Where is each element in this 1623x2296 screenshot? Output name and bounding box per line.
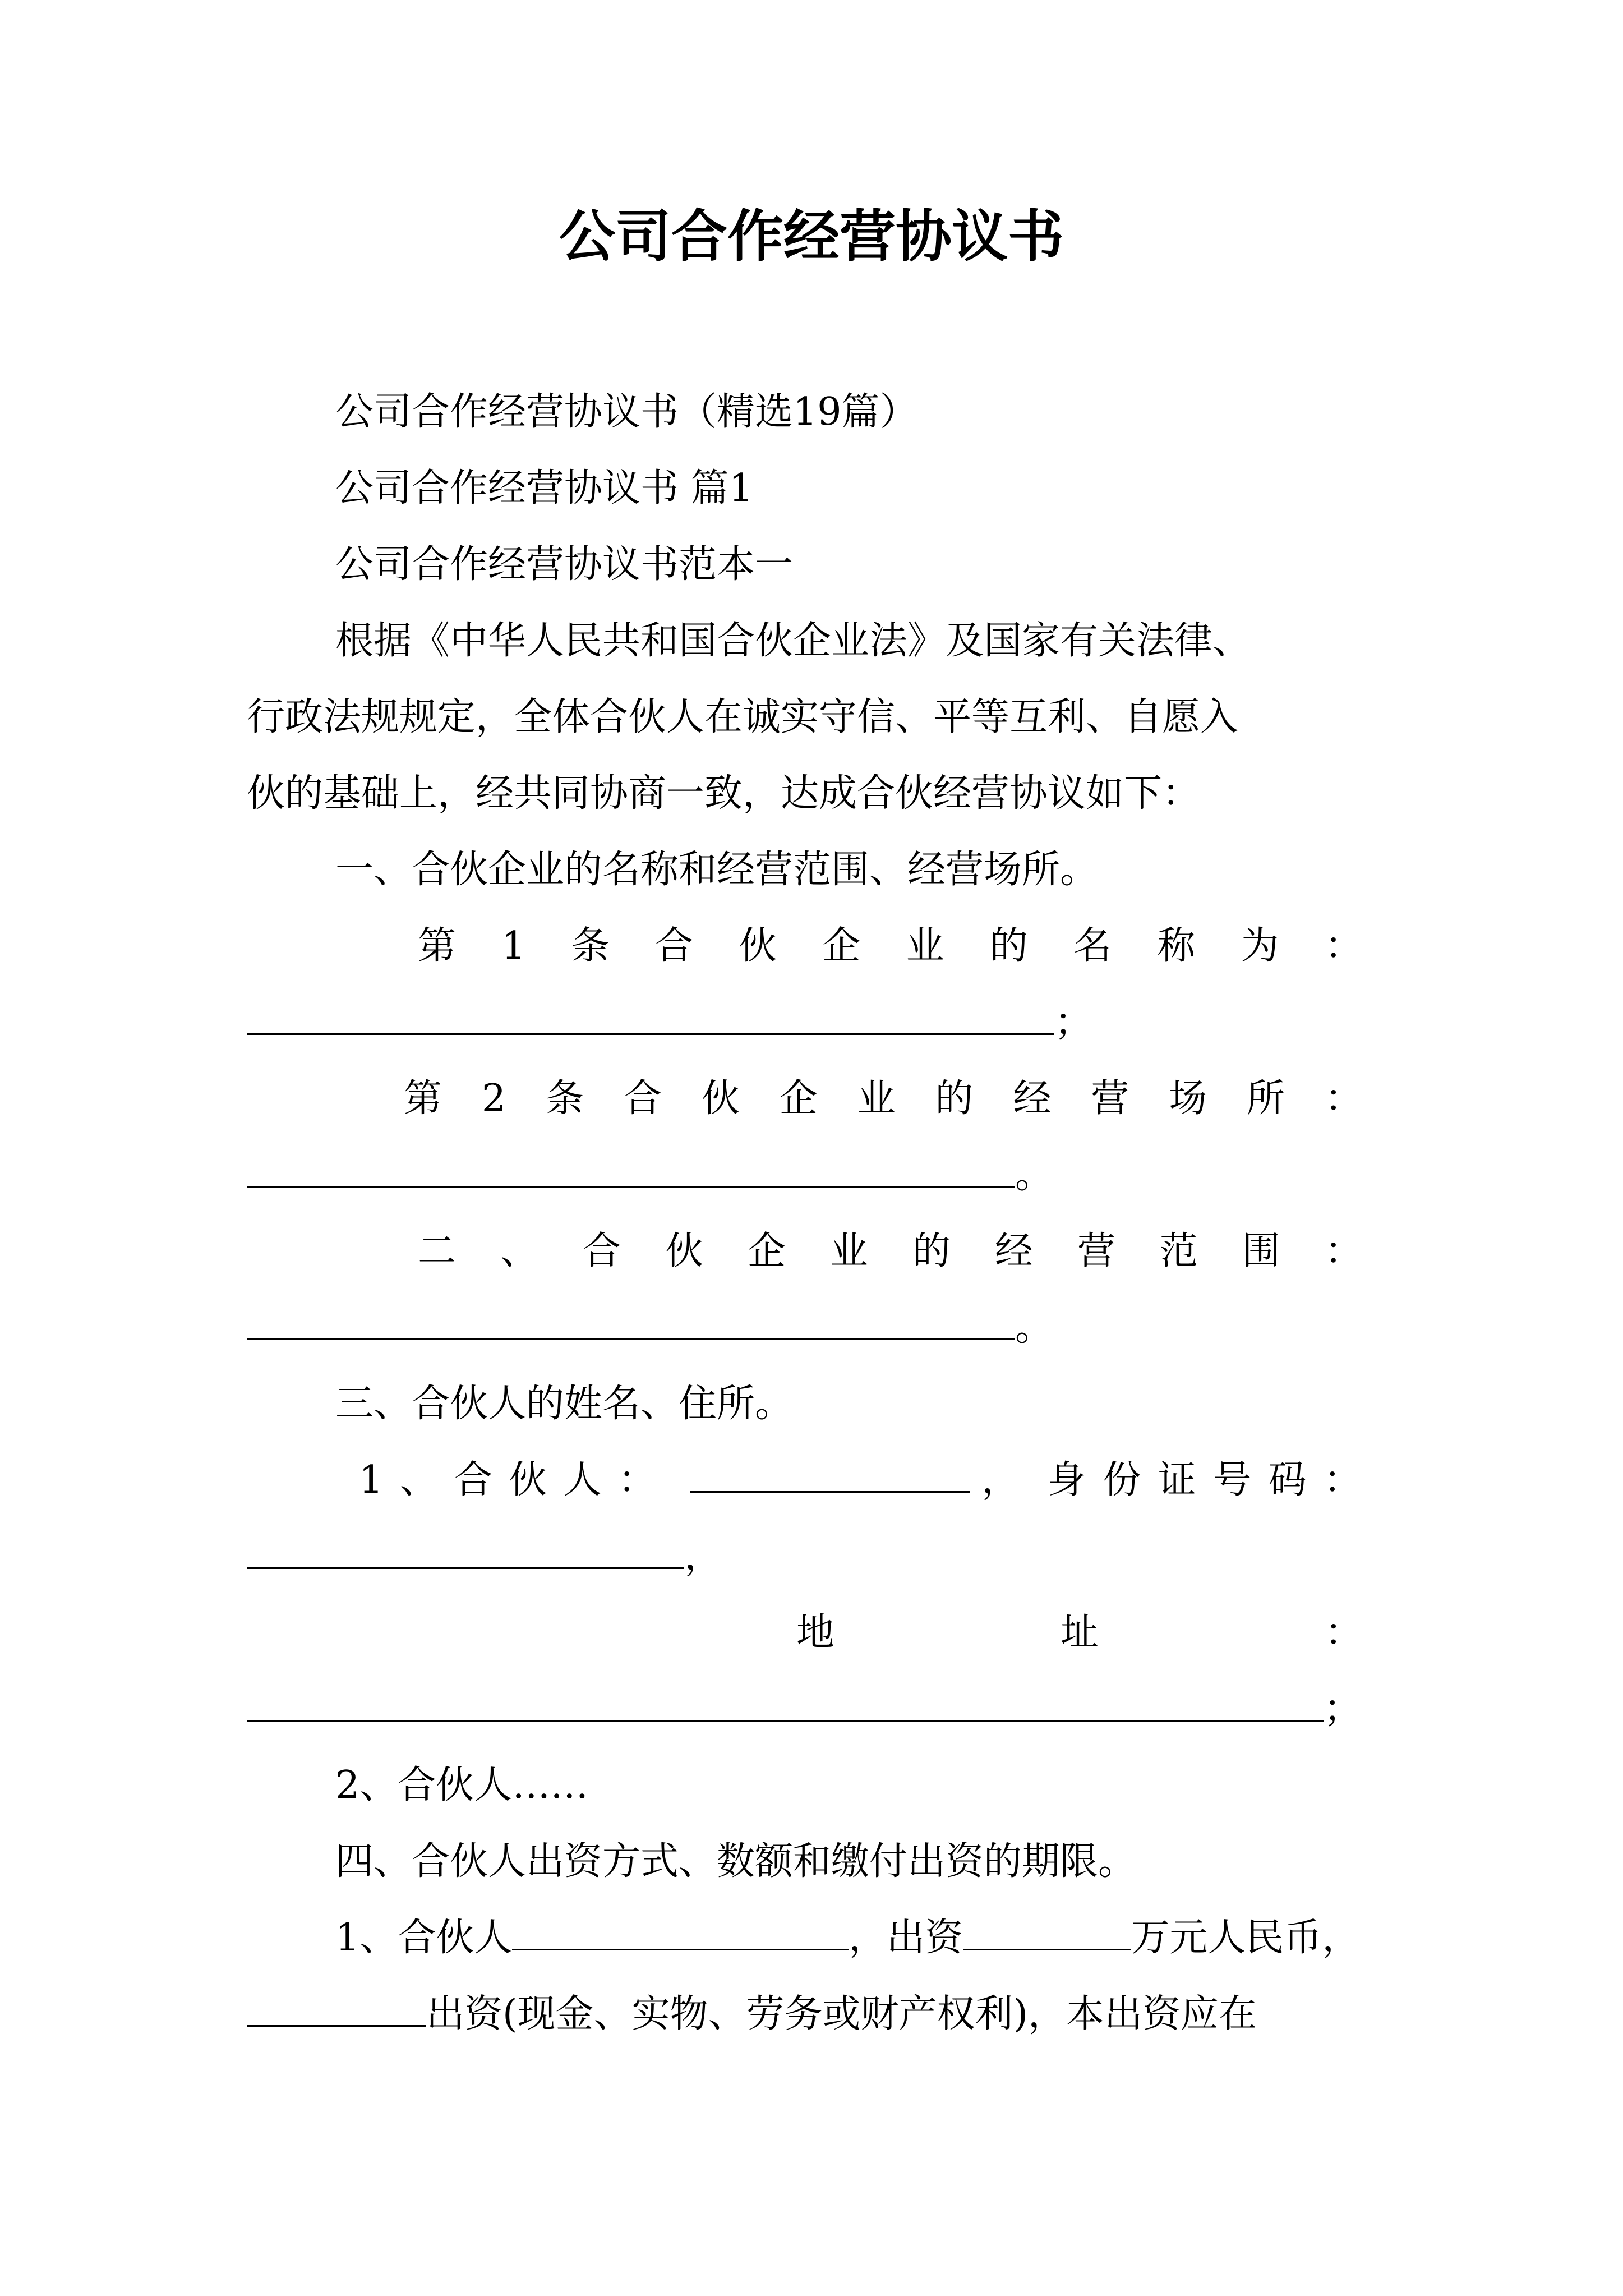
- article1-fill-line: [247, 997, 1092, 1048]
- address-char: ：: [1324, 1611, 1363, 1655]
- section4-heading: 四、合伙人出资方式、数额和缴付出资的期限。: [335, 1839, 1137, 1884]
- article1-char: 称: [1157, 924, 1196, 968]
- section2-char: 企: [747, 1229, 786, 1273]
- partner1-address-fill-line: [247, 1684, 1362, 1734]
- section2-char: 的: [912, 1229, 951, 1273]
- article2-char: 伙: [701, 1076, 740, 1121]
- article1-label: [418, 921, 1363, 972]
- partner1-prefix-char: 合: [454, 1458, 492, 1502]
- section3-heading: 三、合伙人的姓名、住所。: [335, 1382, 794, 1426]
- section1-heading: 一、合伙企业的名称和经营范围、经营场所。: [335, 848, 1099, 892]
- article2-char: 场: [1169, 1076, 1207, 1121]
- preamble-line-1: 根据《中华人民共和国合伙企业法》及国家有关法律、: [335, 619, 1251, 663]
- article1-char: 为: [1241, 924, 1279, 968]
- article1-char: 合: [654, 924, 693, 968]
- contribution-amount-blank: [963, 1915, 1131, 1950]
- partner1-prefix-char: 1: [359, 1458, 384, 1502]
- article2-label: [404, 1074, 1363, 1124]
- article2-blank: [247, 1152, 1015, 1188]
- article2-end: 。: [1015, 1153, 1054, 1197]
- section2-char: 范: [1159, 1229, 1198, 1273]
- contribution-part3: 万元人民币，: [1131, 1916, 1361, 1960]
- partner1-id-char: 证: [1158, 1458, 1196, 1502]
- article2-char: 企: [779, 1076, 818, 1121]
- contribution-partner-blank: [512, 1915, 849, 1950]
- partner1-id-char: ：: [1323, 1458, 1362, 1502]
- contribution-part1: 1、合伙人: [335, 1916, 513, 1960]
- partner1-id-blank: [247, 1534, 684, 1569]
- contribution-part4: 出资(现金、实物、劳务或财产权利)，本出资应在: [426, 1992, 1257, 2036]
- preamble-line-2: 行政法规规定，全体合伙人在诚实守信、平等互利、自愿入: [247, 695, 1239, 739]
- partner1-address-label: [796, 1608, 1363, 1658]
- partner1-prefix-char: 、: [399, 1458, 438, 1502]
- section2-char: 、: [500, 1229, 538, 1273]
- article2-char: 2: [481, 1076, 506, 1121]
- partner1-line: [359, 1455, 1363, 1506]
- partner1-id-char: 份: [1103, 1458, 1141, 1502]
- article2-char: 第: [404, 1076, 442, 1121]
- contribution-line-2: [247, 1989, 1257, 2040]
- partner1-address-blank: [247, 1686, 1324, 1722]
- section2-end: 。: [1015, 1305, 1054, 1350]
- section2-char: 业: [829, 1229, 868, 1273]
- partner1-prefix: [359, 1455, 656, 1506]
- section2-char: 营: [1077, 1229, 1115, 1273]
- document-title: 公司合作经营协议书: [559, 204, 1064, 269]
- article1-char: 的: [989, 924, 1028, 968]
- partner1-id-fill-line: [247, 1531, 722, 1582]
- partner1-id-char: 号: [1213, 1458, 1252, 1502]
- section2-char: 二: [418, 1229, 457, 1273]
- partner1-id-end: ，: [684, 1534, 723, 1579]
- article1-char: 条: [571, 924, 610, 968]
- article2-char: 业: [857, 1076, 896, 1121]
- section2-char: ：: [1324, 1229, 1363, 1273]
- article1-char: ：: [1324, 924, 1363, 968]
- section2-blank: [247, 1305, 1015, 1340]
- partner1-prefix-char: 伙: [509, 1458, 547, 1502]
- contribution-part2: ，出资: [849, 1916, 963, 1960]
- article2-char: 经: [1013, 1076, 1052, 1121]
- article2-char: 所: [1247, 1076, 1285, 1121]
- section2-char: 合: [582, 1229, 621, 1273]
- article1-char: 第: [418, 924, 457, 968]
- section2-char: 围: [1242, 1229, 1280, 1273]
- article2-fill-line: [247, 1150, 1053, 1200]
- preamble-line-3: 伙的基础上，经共同协商一致，达成合伙经营协议如下：: [247, 771, 1201, 816]
- partner2-line: 2、合伙人……: [335, 1763, 589, 1807]
- sample-heading: 公司合作经营协议书范本一: [335, 542, 794, 587]
- article2-char: 条: [546, 1076, 584, 1121]
- section2-char: 伙: [665, 1229, 703, 1273]
- partner1-prefix-char: ：: [617, 1458, 656, 1502]
- partner1-id-char: 码: [1268, 1458, 1307, 1502]
- article1-char: 企: [822, 924, 861, 968]
- section2-label: [418, 1226, 1363, 1277]
- partner1-id-char: 身: [1048, 1458, 1086, 1502]
- contribution-line-1: [335, 1913, 1360, 1963]
- partner1-name-blank: [690, 1457, 970, 1493]
- article2-char: 的: [935, 1076, 974, 1121]
- article1-blank: [247, 1000, 1054, 1035]
- part-heading: 公司合作经营协议书 篇1: [335, 466, 753, 510]
- section2-char: 经: [994, 1229, 1033, 1273]
- partner1-separator: ，: [981, 1458, 1020, 1502]
- article1-end: ；: [1054, 1000, 1093, 1045]
- partner1-id-label: [1048, 1455, 1362, 1506]
- article1-char: 1: [501, 924, 526, 968]
- section2-fill-line: [247, 1303, 1053, 1353]
- address-char: 址: [1060, 1611, 1099, 1655]
- partner1-prefix-char: 人: [563, 1458, 602, 1502]
- article1-char: 伙: [739, 924, 777, 968]
- address-char: 地: [796, 1611, 835, 1655]
- article1-char: 名: [1073, 924, 1112, 968]
- partner1-address-end: ；: [1324, 1687, 1362, 1731]
- article2-char: 营: [1091, 1076, 1129, 1121]
- contribution-method-blank: [247, 1991, 426, 2027]
- document-subtitle: 公司合作经营协议书（精选19篇）: [335, 390, 918, 434]
- article2-char: 合: [623, 1076, 662, 1121]
- article2-char: ：: [1324, 1076, 1363, 1121]
- article1-char: 业: [906, 924, 944, 968]
